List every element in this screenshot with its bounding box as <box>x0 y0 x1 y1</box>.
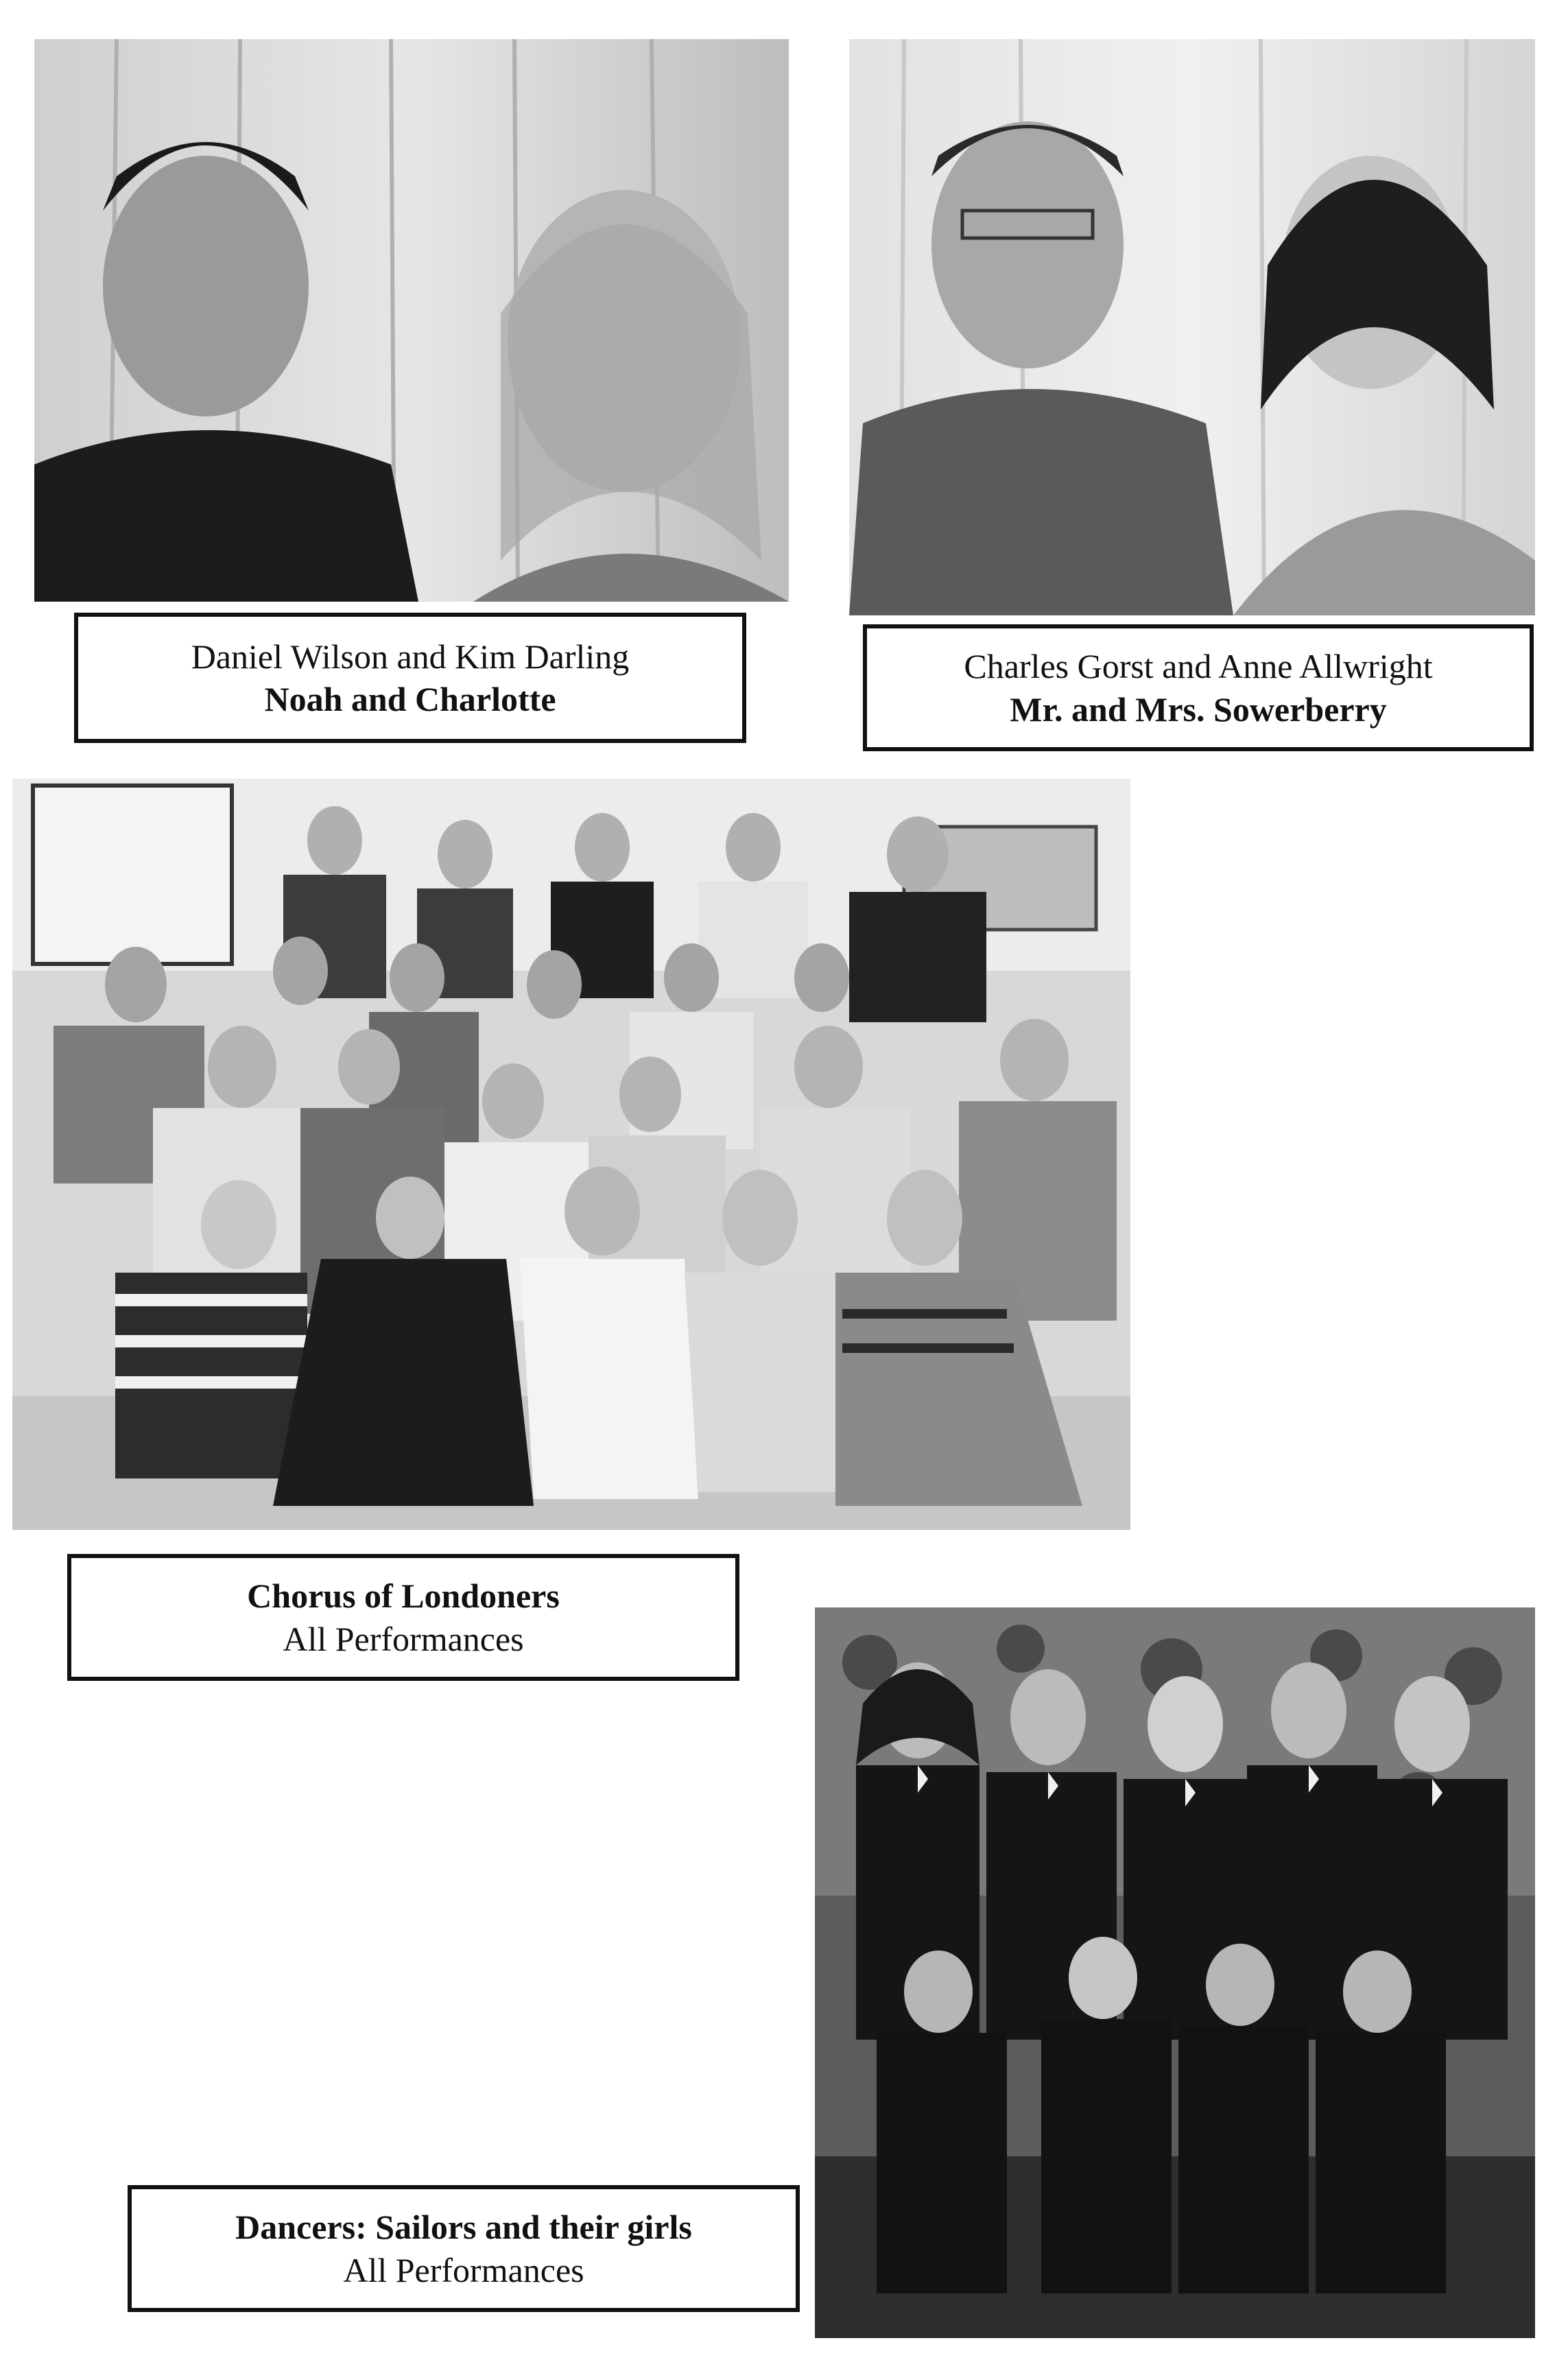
caption-noah-charlotte <box>74 613 746 743</box>
portrait-photo-icon <box>34 39 789 602</box>
group-photo-icon <box>12 779 1130 1530</box>
caption-names: Charles Gorst and Anne Allwright <box>964 647 1433 685</box>
caption-roles: Mr. and Mrs. Sowerberry <box>1010 689 1387 729</box>
caption-subtitle: All Performances <box>283 1619 524 1658</box>
photo-sowerberry <box>849 39 1535 615</box>
caption-subtitle: All Performances <box>343 2250 584 2289</box>
portrait-photo-icon <box>849 39 1535 615</box>
caption-chorus <box>67 1554 739 1681</box>
caption-title: Dancers: Sailors and their girls <box>235 2208 692 2246</box>
group-photo-icon <box>815 1607 1535 2338</box>
photo-noah-charlotte <box>34 39 789 602</box>
caption-roles: Noah and Charlotte <box>264 680 556 718</box>
caption-dancers <box>128 2185 800 2312</box>
caption-sowerberry <box>863 624 1534 751</box>
caption-names: Daniel Wilson and Kim Darling <box>191 637 630 676</box>
photo-dancers <box>815 1607 1535 2338</box>
photo-chorus <box>12 779 1130 1530</box>
caption-title: Chorus of Londoners <box>247 1577 560 1615</box>
